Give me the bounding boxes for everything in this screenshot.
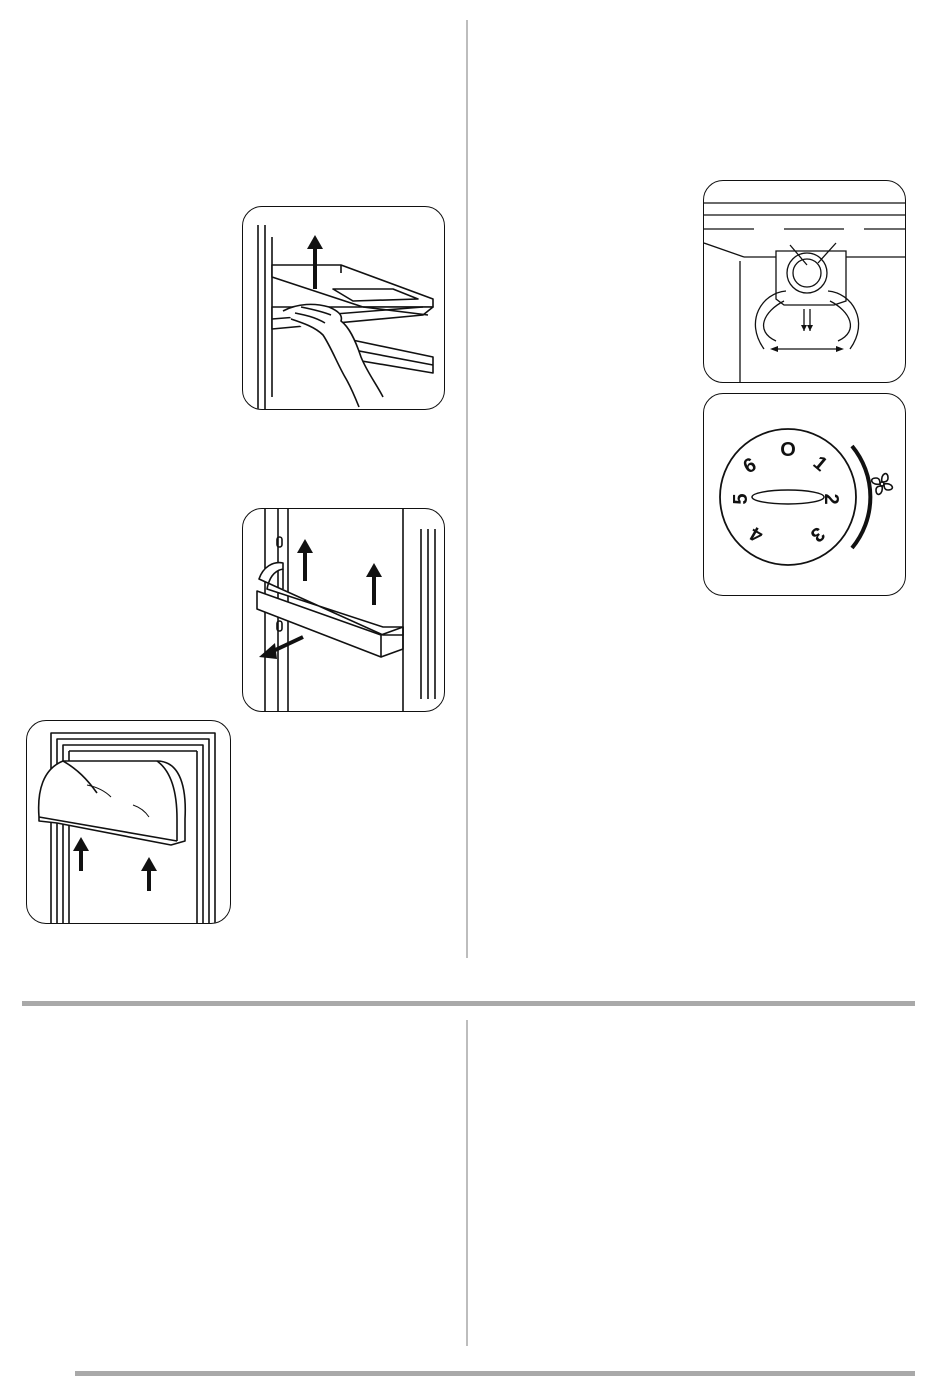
section-divider [22, 1001, 915, 1006]
dial-position-5: 5 [730, 493, 752, 505]
fan-icon [872, 474, 893, 495]
dial-position-1: 1 [808, 451, 832, 477]
air-flow-thermostat-illustration [703, 180, 906, 383]
column-divider-top [466, 20, 468, 958]
dial-position-6: 6 [739, 453, 761, 479]
dial-position-0: O [780, 439, 796, 461]
page-bottom-rule [75, 1371, 915, 1376]
dial-position-4: 4 [746, 521, 767, 547]
door-balcony-removal-illustration [242, 508, 445, 712]
temperature-dial-illustration [703, 393, 906, 596]
column-divider-bottom [466, 1020, 468, 1346]
dairy-cover-removal-illustration [26, 720, 231, 924]
shelf-removal-illustration [242, 206, 445, 410]
dial-position-2: 2 [820, 493, 842, 505]
dial-position-3: 3 [806, 522, 829, 547]
